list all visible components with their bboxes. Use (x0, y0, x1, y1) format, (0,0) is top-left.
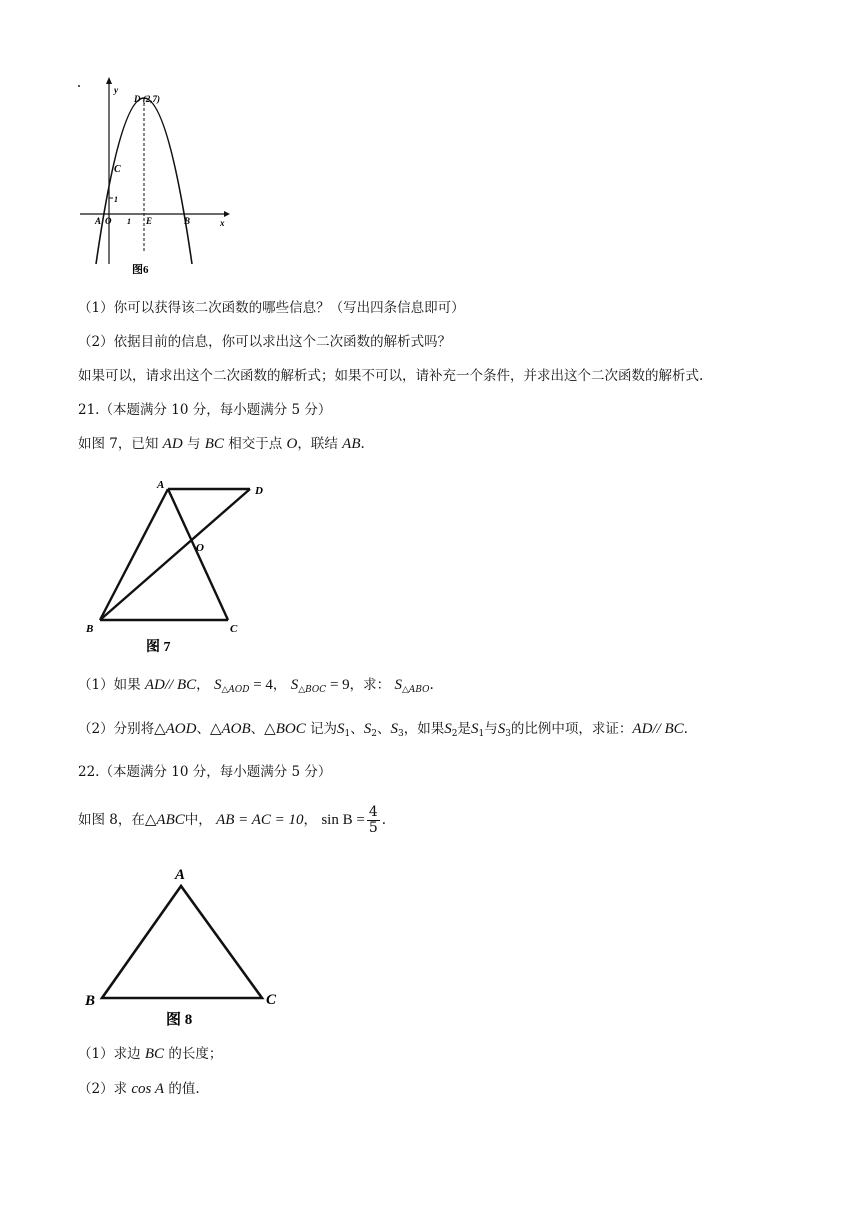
q22-header: 22.（本题满分 10 分，每小题满分 5 分） (78, 764, 332, 780)
q21-header: 21.（本题满分 10 分，每小题满分 5 分） (78, 402, 332, 418)
label-point-a: A (95, 216, 102, 226)
figure-8-caption: 图 8 (166, 1012, 193, 1028)
label-point-b: B (184, 216, 191, 226)
q21-part1: （1）如果 AD// BC， $S_{\triangle AOD} = 4$， $S_{\triangle BOC} = 9$，求： $S_{\triangle ABO}$. (78, 677, 434, 695)
fig7-label-c: C (230, 623, 238, 635)
figure-8-diagram (80, 862, 290, 1032)
figure-6-caption: 图6 (132, 264, 149, 274)
figure-6-parabola (74, 74, 234, 274)
label-x-axis: x (220, 218, 225, 228)
fig8-label-c: C (266, 992, 277, 1008)
q22-part1: （1）求边 BC 的长度； (78, 1046, 223, 1062)
label-y-axis: y (114, 85, 118, 95)
label-tick-1-y: 1 (114, 195, 118, 204)
label-point-d: D (2,7) (134, 94, 160, 104)
fig7-label-a: A (157, 479, 165, 491)
label-origin-o: O (105, 216, 112, 226)
fig8-label-a: A (175, 867, 186, 883)
fig7-label-b: B (86, 623, 94, 635)
label-point-e: E (146, 216, 153, 226)
fraction-four-fifths: $\frac{4}{5}$ (368, 804, 378, 836)
label-tick-1-x: 1 (127, 217, 131, 226)
fig7-label-d: D (255, 485, 263, 497)
fig7-label-o: O (196, 542, 204, 554)
q20-part1: （1）你可以获得该二次函数的哪些信息？（写出四条信息即可） (78, 300, 465, 316)
q20-part2: （2）依据目前的信息，你可以求出这个二次函数的解析式吗？ (78, 334, 452, 350)
q21-intro: 如图 7，已知 AD 与 BC 相交于点 O，联结 AB. (78, 436, 365, 452)
label-point-c: C (114, 164, 121, 175)
q22-intro: 如图 8，在△ABC中， AB = AC = 10， sin B = $\frac{4}{5}$ . (78, 804, 387, 836)
fig8-label-b: B (85, 993, 96, 1009)
q21-part2: （2）分别将△AOD、△AOB、△BOC 记为$S_1$、$S_2$、$S_3$，如果$S_2$是$S_1$与$S_3$的比例中项，求证：AD// BC. (78, 721, 688, 739)
q20-part2-continued: 如果可以，请求出这个二次函数的解析式；如果不可以，请补充一个条件，并求出这个二次函数的解析式. (78, 368, 704, 384)
figure-7-caption: 图 7 (146, 640, 171, 655)
q22-part2: （2）求 cos A 的值. (78, 1081, 200, 1097)
figure-7-diagram (80, 474, 280, 656)
